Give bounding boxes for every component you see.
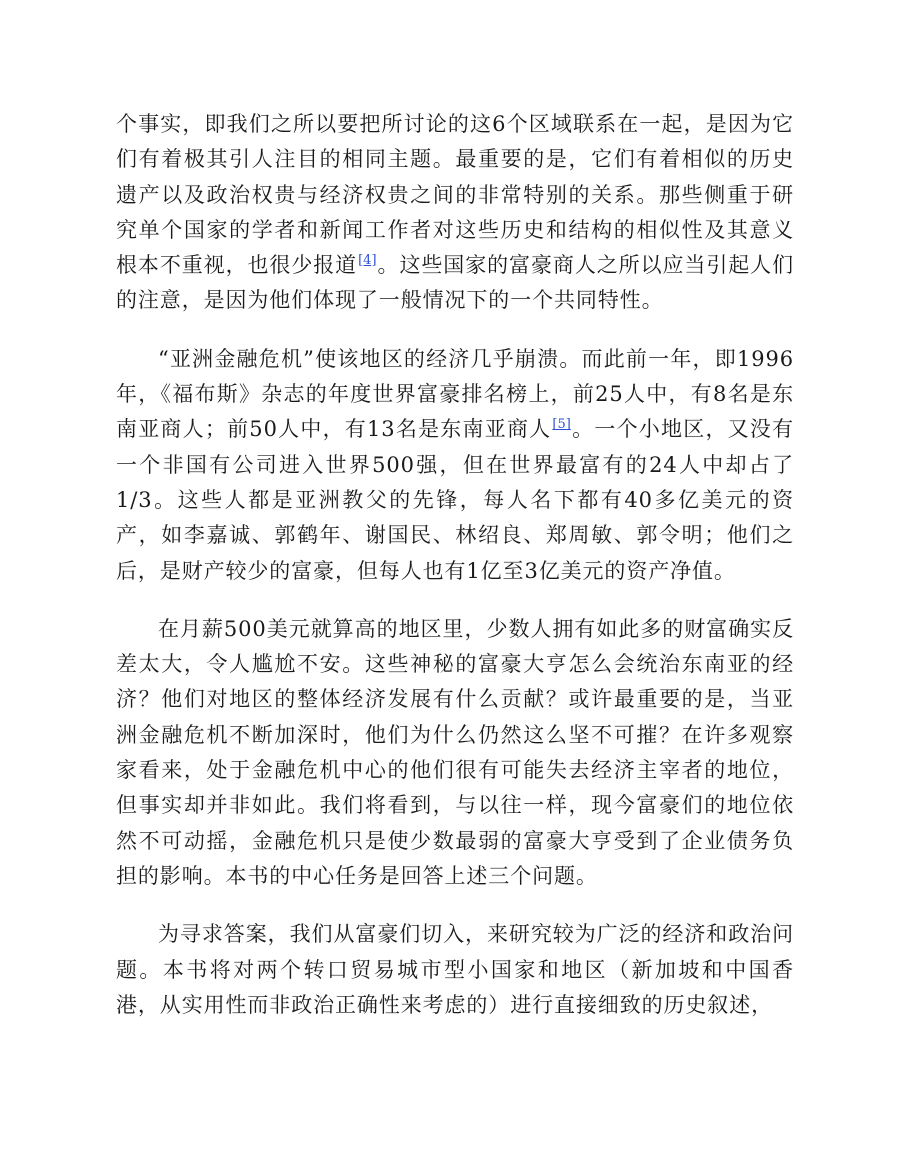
paragraph-4: 为寻求答案，我们从富豪们切入，来研究较为广泛的经济和政治问题。本书将对两个转口贸易城市型小国家和地区（新加坡和中国香港，从实用性而非政治正确性来考虑的）进行直接细致的历史叙述， — [116, 922, 794, 1017]
paragraph-3: 在月薪500美元就算高的地区里，少数人拥有如此多的财富确实反差太大，令人尴尬不安。这些神秘的富豪大亨怎么会统治东南亚的经济？他们对地区的整体经济发展有什么贡献？或许最重要的是，当亚洲金融危机不断加深时，他们为什么仍然这么坚不可摧？在许多观察家看来，处于金融危机中心的他们很有可能失去经济主宰者的地位，但事实却并非如此。我们将看到，与以往一样，现今富豪们的地位依然不可动摇，金融危机只是使少数最弱的富豪大亨受到了企业债务负担的影响。本书的中心任务是回答上述三个问题。 — [116, 616, 794, 888]
footnote-link-5[interactable]: [5] — [552, 417, 571, 433]
paragraph-2 — [116, 342, 794, 589]
document-page — [116, 107, 794, 1046]
paragraph-1-text: 个事实，即我们之所以要把所讨论的这6个区域联系在一起，是因为它们有着极其引人注目的相同主题。最重要的是，它们有着相似的历史遗产以及政治权贵与经济权贵之间的非常特别的关系。那些侧重于研究单个国家的学者和新闻工作者对这些历史和结构的相似性及其意义根本不重视，也很少报道 — [116, 112, 794, 278]
paragraph-1-text-cont: 。这些国家的富豪商人之所以应当引起人们的注意，是因为他们体现了一般情况下的一个共同特性。 — [116, 253, 794, 313]
paragraph-2-text: “亚洲金融危机”使该地区的经济几乎崩溃。而此前一年，即1996年，《福布斯》杂志的年度世界富豪排名榜上，前25人中，有8名是东南亚商人；前50人中，有13名是东南亚商人 — [116, 346, 794, 442]
paragraph-1 — [116, 107, 794, 319]
footnote-link-4[interactable]: [4] — [358, 253, 377, 269]
paragraph-2-text-cont: 。一个小地区，又没有一个非国有公司进入世界500强，但在世界最富有的24人中却占了1/3。这些人都是亚洲教父的先锋，每人名下都有40多亿美元的资产，如李嘉诚、郭鹤年、谢国民、林绍良、郑周敏、郭令明；他们之后，是财产较少的富豪，但每人也有1亿至3亿美元的资产净值。 — [116, 417, 795, 583]
